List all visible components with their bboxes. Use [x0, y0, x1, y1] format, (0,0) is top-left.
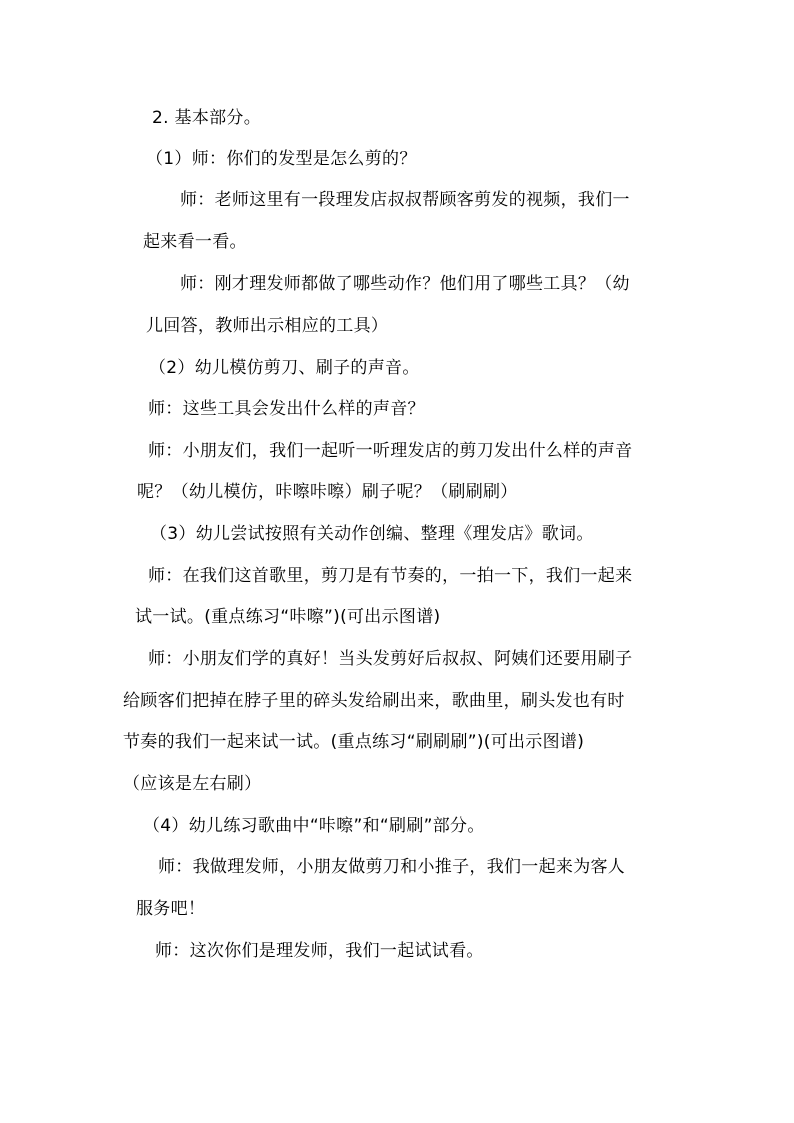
paragraph-line: 儿回答，教师出示相应的工具） [146, 316, 389, 336]
paragraph-line: 试一试。(重点练习“咔嚓”)(可出示图谱) [135, 607, 441, 627]
paragraph-line: 师：在我们这首歌里，剪刀是有节奏的，一拍一下，我们一起来 [148, 566, 633, 586]
paragraph-line: 师：这些工具会发出什么样的声音？ [148, 399, 425, 419]
paragraph-line: 节奏的我们一起来试一试。(重点练习“刷刷刷”)(可出示图谱) [123, 732, 585, 752]
step-1-heading: （1）师：你们的发型是怎么剪的？ [146, 149, 417, 169]
paragraph-line: 师：老师这里有一段理发店叔叔帮顾客剪发的视频，我们一 [180, 190, 630, 210]
paragraph-line: （应该是左右刷） [123, 774, 262, 794]
paragraph-line: 给顾客们把掉在脖子里的碎头发给刷出来，歌曲里，刷头发也有时 [123, 691, 625, 711]
paragraph-line: 师：我做理发师，小朋友做剪刀和小推子，我们一起来为客人 [158, 857, 626, 877]
paragraph-line: 呢？（幼儿模仿，咔嚓咔嚓）刷子呢？（刷刷刷） [137, 482, 518, 502]
section-heading: 2. 基本部分。 [152, 108, 262, 128]
paragraph-line: 起来看一看。 [143, 232, 247, 252]
paragraph-line: 服务吧！ [136, 899, 206, 919]
paragraph-line: 师：小朋友们学的真好！当头发剪好后叔叔、阿姨们还要用刷子 [148, 649, 633, 669]
paragraph-line: 师：这次你们是理发师，我们一起试试看。 [155, 941, 484, 961]
step-4-heading: （4）幼儿练习歌曲中“咔嚓”和“刷刷”部分。 [143, 816, 485, 836]
step-3-heading: （3）幼儿尝试按照有关动作创编、整理《理发店》歌词。 [150, 524, 594, 544]
step-2-heading: （2）幼儿模仿剪刀、刷子的声音。 [149, 358, 420, 378]
paragraph-line: 师：刚才理发师都做了哪些动作？他们用了哪些工具？（幼 [180, 274, 630, 294]
paragraph-line: 师：小朋友们，我们一起听一听理发店的剪刀发出什么样的声音 [148, 441, 633, 461]
